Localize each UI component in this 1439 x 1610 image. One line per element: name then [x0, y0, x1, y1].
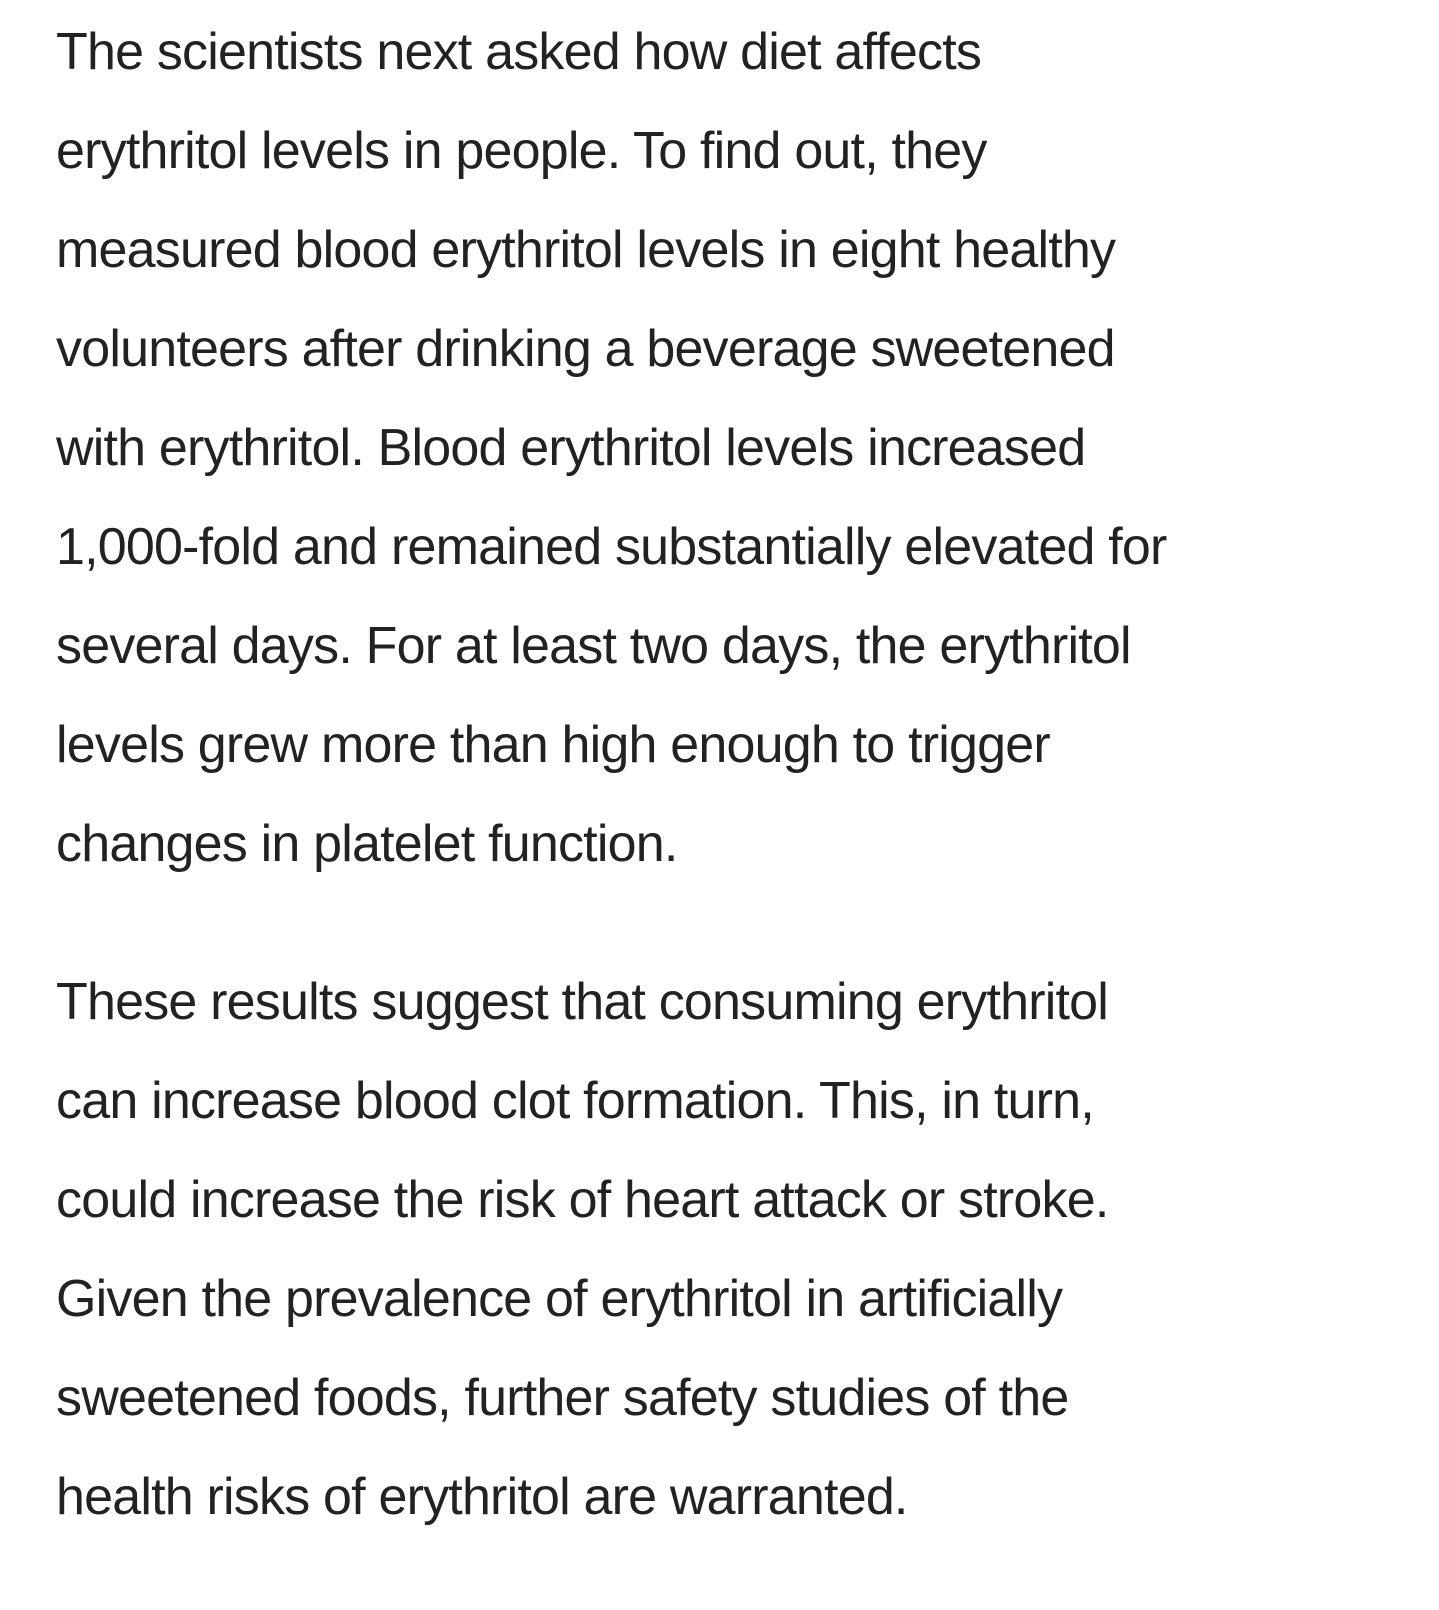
text-line: could increase the risk of heart attack or stroke.: [56, 1171, 1109, 1229]
text-line: volunteers after drinking a beverage sweetened: [56, 320, 1115, 378]
text-line: erythritol levels in people. To find out, they: [56, 122, 987, 180]
text-line: changes in platelet function.: [56, 815, 678, 873]
text-line: The scientists next asked how diet affects: [56, 23, 982, 81]
text-line: sweetened foods, further safety studies of the: [56, 1369, 1069, 1427]
text-line: health risks of erythritol are warranted.: [56, 1468, 908, 1526]
text-line: Given the prevalence of erythritol in artificially: [56, 1270, 1063, 1328]
text-line: 1,000-fold and remained substantially elevated for: [56, 518, 1167, 576]
text-line: measured blood erythritol levels in eight healthy: [56, 221, 1116, 279]
text-line: These results suggest that consuming erythritol: [56, 973, 1109, 1031]
text-line: levels grew more than high enough to trigger: [56, 716, 1050, 774]
paragraph-erythritol-diet-study: [56, 3, 1167, 894]
paragraph-conclusion: [56, 953, 1109, 1547]
text-line: with erythritol. Blood erythritol levels increased: [56, 419, 1086, 477]
text-line: several days. For at least two days, the erythritol: [56, 617, 1131, 675]
text-line: can increase blood clot formation. This, in turn,: [56, 1072, 1094, 1130]
